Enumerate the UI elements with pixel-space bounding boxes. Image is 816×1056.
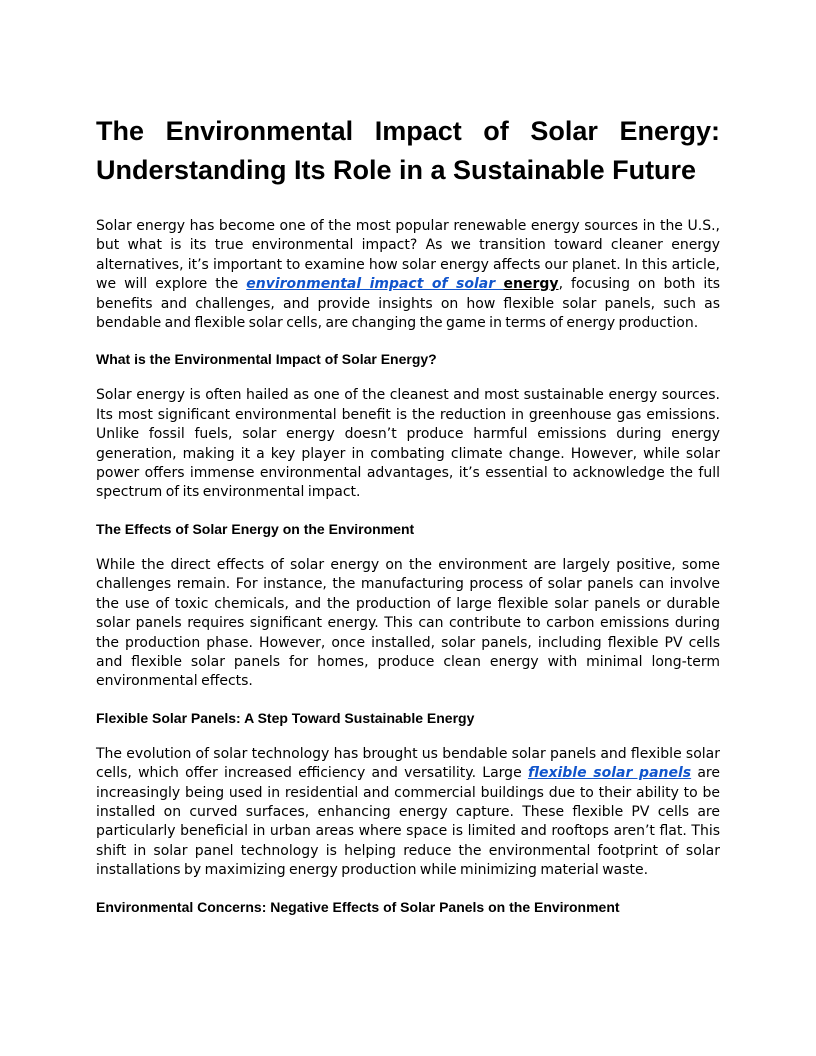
intro-link-tail: energy (503, 276, 559, 293)
section-heading-what-is: What is the Environmental Impact of Solar Energy? (96, 351, 437, 368)
section-heading-flexible-panels: Flexible Solar Panels: A Step Toward Sustainable Energy (96, 709, 475, 726)
section-paragraph-what-is: Solar energy is often hailed as one of the cleanest and most sustainable energy sources. Its most significant environmental benefit is the reduction in greenhouse gas emissions. Unlike fossil fuels, solar energy doesn’t produce harmful emissions during energy generation, making it a key player in combating climate change. However, while solar power offers immense environmental advantages, it’s essential to acknowledge the full spectrum of its environmental impact. (96, 387, 720, 501)
intro-text-before-link: Solar energy has become one of the most popular renewable energy sources in the U.S., but what is its true environmental impact? As we transition toward cleaner energy alternatives, it’s important to examine how solar energy affects our planet. In this article, we will explore the (96, 218, 720, 293)
environmental-impact-link[interactable]: environmental impact of solar (246, 276, 504, 293)
section-heading-environmental-concerns: Environmental Concerns: Negative Effects of Solar Panels on the Environment (96, 898, 620, 915)
flexible-text-before-link: The evolution of solar technology has brought us bendable solar panels and flexible solar cells, which offer increased efficiency and versatility. Large (96, 745, 720, 782)
intro-paragraph (96, 217, 720, 333)
flexible-text-after-link: are increasingly being used in residential and commercial buildings due to their ability to be installed on curved surfaces, enhancing energy capture. These flexible PV cells are particularly beneficial in urban areas where space is limited and rooftops aren’t flat. This shift in solar panel technology is helping reduce the environmental footprint of solar installations by maximizing energy production while minimizing material waste. (96, 765, 720, 879)
document-page (96, 112, 720, 917)
section-paragraph-flexible-panels (96, 745, 720, 881)
section-heading-effects: The Effects of Solar Energy on the Environment (96, 520, 415, 537)
intro-text-after-link: , focusing on both its benefits and challenges, and provide insights on how flexible solar panels, such as bendable and flexible solar cells, are changing the game in terms of energy production. (96, 276, 720, 332)
article-title: The Environmental Impact of Solar Energy: Understanding Its Role in a Sustainable Future (96, 116, 720, 185)
flexible-solar-panels-link[interactable]: flexible solar panels (527, 765, 692, 782)
section-paragraph-effects: While the direct effects of solar energy on the environment are largely positive, some challenges remain. For instance, the manufacturing process of solar panels can involve the use of toxic chemicals, and the production of large flexible solar panels or durable solar panels requires significant energy. This can contribute to carbon emissions during the production phase. However, once installed, solar panels, including flexible PV cells and flexible solar panels for homes, produce clean energy with minimal long-term environmental effects. (96, 556, 720, 690)
